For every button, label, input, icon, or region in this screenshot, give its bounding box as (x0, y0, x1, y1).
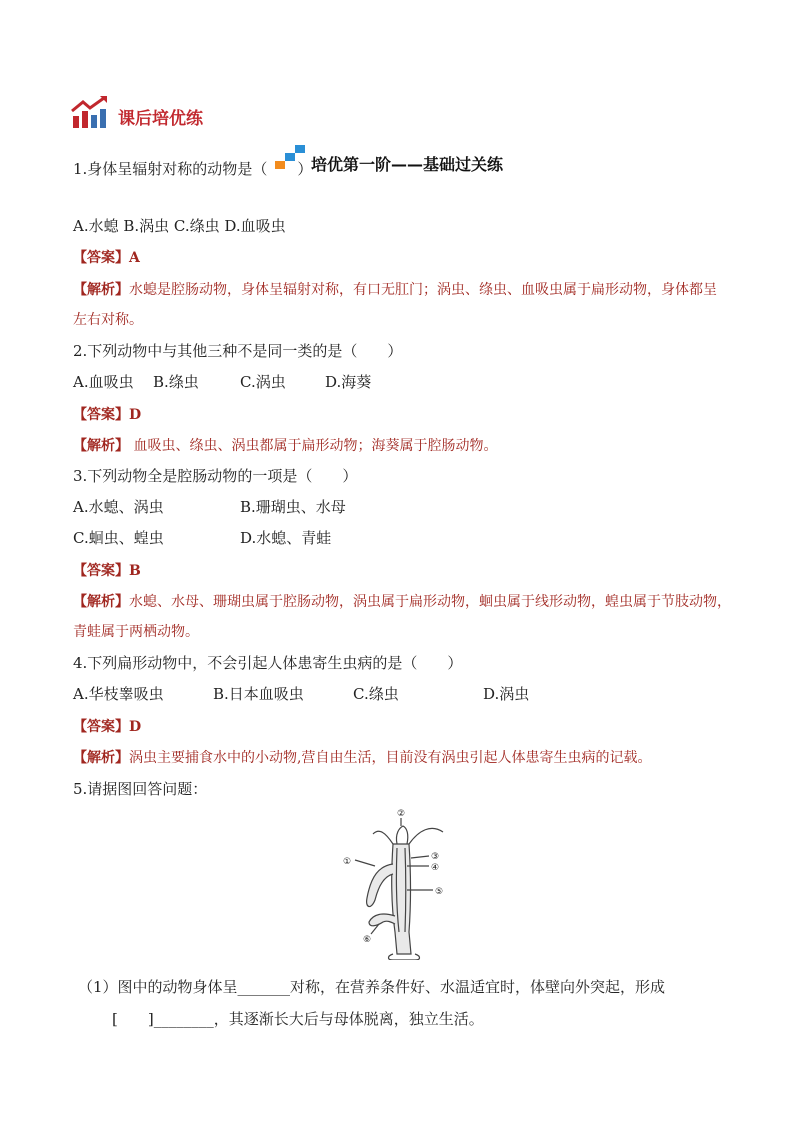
explanation-text: 血吸虫、绦虫、涡虫都属于扁形动物；海葵属于腔肠动物。 (129, 438, 498, 454)
question-1-explanation-line-2: 左右对称。 (73, 312, 143, 328)
question-2-option-b: B.绦虫 (153, 373, 199, 391)
answer-value: A (129, 250, 140, 266)
figure-label-4: ④ (431, 863, 440, 873)
question-2-answer (73, 404, 141, 424)
rising-chart-icon (70, 96, 110, 130)
answer-key-label: 【答案】 (73, 250, 129, 266)
explanation-text: 水螅是腔肠动物，身体呈辐射对称，有口无肛门；涡虫、绦虫、血吸虫属于扁形动物，身体都呈 (129, 282, 717, 298)
question-2-explanation-line-1 (73, 435, 497, 455)
question-4-answer (73, 716, 141, 736)
question-4-option-b: B.日本血吸虫 (213, 685, 304, 703)
question-1-answer (73, 247, 140, 267)
section-title: 课后培优练 (118, 109, 203, 129)
figure-label-2: ② (397, 809, 406, 819)
answer-value: B (129, 563, 141, 579)
question-3-option-d: D.水螅、青蛙 (240, 529, 332, 547)
question-4-explanation-line-1 (73, 747, 651, 767)
answer-value: D (129, 719, 142, 735)
figure-label-3: ③ (431, 852, 440, 862)
question-4-option-d: D.涡虫 (483, 685, 530, 703)
question-2-option-a: A.血吸虫 (73, 373, 134, 391)
figure-label-5: ⑤ (435, 887, 444, 897)
figure-label-6: ⑥ (363, 935, 372, 945)
explain-key-label: 【解析】 (73, 282, 129, 298)
question-2-option-c: C.涡虫 (240, 373, 286, 391)
question-3-answer (73, 560, 141, 580)
question-5-sub-1-line-1: （1）图中的动物身体呈_______对称，在营养条件好、水温适宜时，体壁向外突起，形成 (78, 978, 666, 996)
section-header (70, 96, 270, 130)
question-5-sub-1-line-2: [ ]________，其逐渐长大后与母体脱离，独立生活。 (112, 1010, 484, 1028)
question-4-option-a: A.华枝睾吸虫 (73, 685, 164, 703)
question-4-option-c: C.绦虫 (353, 685, 399, 703)
question-4-stem: 4.下列扁形动物中，不会引起人体患寄生虫病的是（ ） (73, 654, 463, 672)
tier-title: 培优第一阶——基础过关练 (311, 155, 504, 174)
question-3-explanation-line-1 (73, 591, 731, 611)
question-1-stem: 1.身体呈辐射对称的动物是（ ） (73, 160, 313, 178)
question-3-stem: 3.下列动物全是腔肠动物的一项是（ ） (73, 467, 358, 485)
question-3-explanation-line-2: 青蛙属于两栖动物。 (73, 624, 199, 640)
answer-value: D (129, 407, 142, 423)
explanation-text: 涡虫主要捕食水中的小动物,营自由生活，目前没有涡虫引起人体患寄生虫病的记载。 (129, 750, 652, 766)
question-2-option-d: D.海葵 (325, 373, 372, 391)
answer-key-label: 【答案】 (73, 563, 129, 579)
question-2-stem: 2.下列动物中与其他三种不是同一类的是（ ） (73, 342, 403, 360)
question-1-explanation-line-1 (73, 279, 717, 299)
explanation-text: 水螅、水母、珊瑚虫属于腔肠动物，涡虫属于扁形动物，蛔虫属于线形动物，蝗虫属于节肢动物， (129, 594, 731, 610)
answer-key-label: 【答案】 (73, 719, 129, 735)
question-3-option-a: A.水螅、涡虫 (73, 498, 164, 516)
figure-label-1: ① (343, 857, 352, 867)
explain-key-label: 【解析】 (73, 438, 129, 454)
explain-key-label: 【解析】 (73, 750, 129, 766)
answer-key-label: 【答案】 (73, 407, 129, 423)
question-1-options: A.水螅 B.涡虫 C.绦虫 D.血吸虫 (73, 217, 286, 235)
question-3-option-c: C.蛔虫、蝗虫 (73, 529, 164, 547)
question-5-stem: 5.请据图回答问题： (73, 780, 208, 798)
question-3-option-b: B.珊瑚虫、水母 (240, 498, 346, 516)
hydra-diagram-icon (335, 804, 455, 960)
explain-key-label: 【解析】 (73, 594, 129, 610)
